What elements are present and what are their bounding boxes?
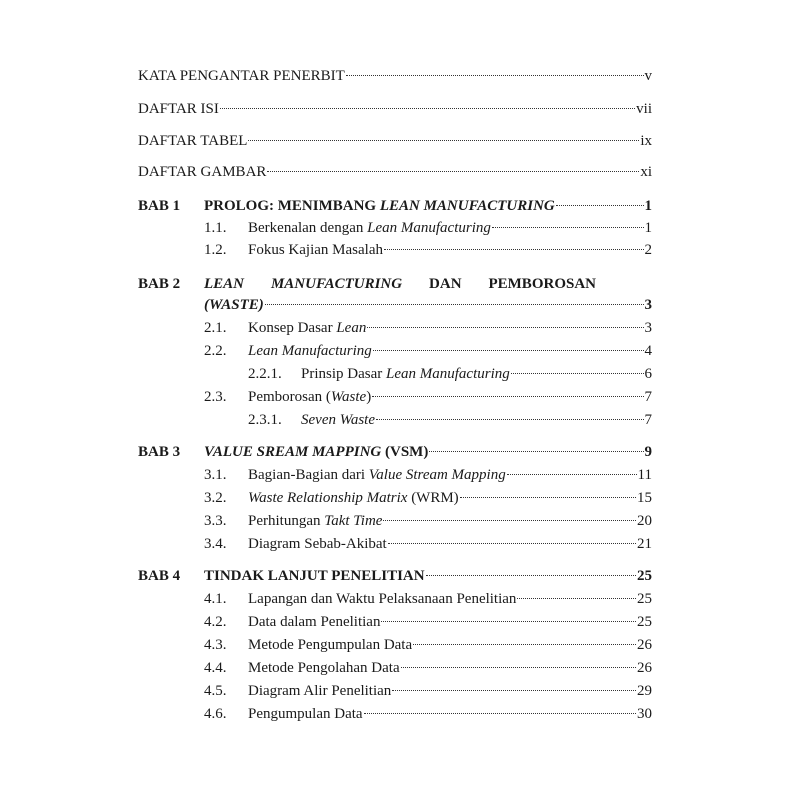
dot-leader xyxy=(383,520,636,521)
title-word: DAN xyxy=(429,276,462,292)
page-number: 4 xyxy=(644,343,652,359)
title-word: LEAN xyxy=(204,276,245,292)
chapter-title-line-2: (WASTE) xyxy=(204,297,264,313)
toc-section-1-2[interactable] xyxy=(138,242,652,264)
dot-leader xyxy=(346,75,644,76)
dot-leader xyxy=(373,350,644,351)
page-number: ix xyxy=(640,133,652,149)
section-title: Berkenalan dengan Lean Manufacturing xyxy=(248,220,491,236)
chapter-title: PROLOG: MENIMBANG LEAN MANUFACTURING xyxy=(204,198,555,214)
section-title: Prinsip Dasar Lean Manufacturing xyxy=(301,366,510,382)
dot-leader xyxy=(401,667,636,668)
dot-leader xyxy=(511,373,644,374)
page-number: 11 xyxy=(637,467,652,483)
page-number: 25 xyxy=(637,591,652,607)
dot-leader xyxy=(388,543,636,544)
chapter-number: BAB 3 xyxy=(138,444,181,460)
toc-chapter-2[interactable] xyxy=(204,297,652,319)
section-title: Lapangan dan Waktu Pelaksanaan Penelitian xyxy=(248,591,517,607)
section-title: Konsep Dasar Lean xyxy=(248,320,367,336)
toc-label: DAFTAR TABEL xyxy=(138,133,248,149)
page-number: 1 xyxy=(644,198,652,214)
page-number: 7 xyxy=(644,389,652,405)
toc-section-2-3[interactable] xyxy=(138,389,652,411)
page-number: 30 xyxy=(637,706,652,722)
toc-section-4-1[interactable] xyxy=(138,591,652,613)
chapter-title-line-1[interactable] xyxy=(204,276,596,293)
section-number: 2.1. xyxy=(204,320,227,336)
title-word: MANUFACTURING xyxy=(270,276,403,292)
section-title: Waste Relationship Matrix (WRM) xyxy=(248,490,459,506)
page-number: 26 xyxy=(637,637,652,653)
section-number: 4.6. xyxy=(204,706,227,722)
section-number: 2.2. xyxy=(204,343,227,359)
dot-leader xyxy=(460,497,636,498)
chapter-number: BAB 2 xyxy=(138,276,181,292)
page-number: 20 xyxy=(637,513,652,529)
page-number: 25 xyxy=(637,614,652,630)
section-number: 3.1. xyxy=(204,467,227,483)
section-title: Pengumpulan Data xyxy=(248,706,363,722)
dot-leader xyxy=(492,227,644,228)
page-number: 21 xyxy=(637,536,652,552)
section-number: 4.5. xyxy=(204,683,227,699)
toc-chapter-3[interactable] xyxy=(138,444,652,466)
section-number: 1.2. xyxy=(204,242,227,258)
section-number: 3.2. xyxy=(204,490,227,506)
section-number: 2.2.1. xyxy=(248,366,282,382)
page-number: 1 xyxy=(644,220,652,236)
dot-leader xyxy=(248,140,639,141)
page-number: vii xyxy=(636,101,652,117)
toc-section-3-1[interactable] xyxy=(138,467,652,489)
chapter-title: TINDAK LANJUT PENELITIAN xyxy=(204,568,425,584)
chapter-number: BAB 4 xyxy=(138,568,181,584)
section-title: Lean Manufacturing xyxy=(248,343,372,359)
toc-label: DAFTAR GAMBAR xyxy=(138,164,267,180)
toc-entry-daftar-isi[interactable] xyxy=(138,101,652,123)
section-title: Metode Pengolahan Data xyxy=(248,660,400,676)
section-title: Diagram Alir Penelitian xyxy=(248,683,392,699)
dot-leader xyxy=(367,327,643,328)
section-title: Data dalam Penelitian xyxy=(248,614,381,630)
title-word: PEMBOROSAN xyxy=(488,276,596,292)
toc-section-4-3[interactable] xyxy=(138,637,652,659)
toc-section-1-1[interactable] xyxy=(138,220,652,242)
dot-leader xyxy=(429,451,643,452)
page-number: 26 xyxy=(637,660,652,676)
section-title: Bagian-Bagian dari Value Stream Mapping xyxy=(248,467,506,483)
toc-entry-daftar-tabel[interactable] xyxy=(138,133,652,155)
page-number: 6 xyxy=(644,366,652,382)
toc-section-4-5[interactable] xyxy=(138,683,652,705)
page-number: 29 xyxy=(637,683,652,699)
dot-leader xyxy=(556,205,644,206)
dot-leader xyxy=(381,621,636,622)
dot-leader xyxy=(413,644,636,645)
section-title: Fokus Kajian Masalah xyxy=(248,242,383,258)
toc-section-4-2[interactable] xyxy=(138,614,652,636)
toc-section-4-4[interactable] xyxy=(138,660,652,682)
section-number: 3.3. xyxy=(204,513,227,529)
page-number: 3 xyxy=(644,297,652,313)
toc-section-4-6[interactable] xyxy=(138,706,652,728)
toc-label: DAFTAR ISI xyxy=(138,101,219,117)
section-number: 3.4. xyxy=(204,536,227,552)
toc-section-2-1[interactable] xyxy=(138,320,652,342)
page-number: 2 xyxy=(644,242,652,258)
page-number: xi xyxy=(640,164,652,180)
section-title: Metode Pengumpulan Data xyxy=(248,637,413,653)
dot-leader xyxy=(376,419,643,420)
section-number: 2.3. xyxy=(204,389,227,405)
chapter-number: BAB 1 xyxy=(138,198,181,214)
section-title: Diagram Sebab-Akibat xyxy=(248,536,387,552)
dot-leader xyxy=(220,108,635,109)
dot-leader xyxy=(372,396,643,397)
toc-section-2-2[interactable] xyxy=(138,343,652,365)
dot-leader xyxy=(267,171,639,172)
dot-leader xyxy=(265,304,644,305)
page-number: 3 xyxy=(644,320,652,336)
chapter-title: VALUE SREAM MAPPING (VSM) xyxy=(204,444,429,460)
dot-leader xyxy=(392,690,636,691)
section-number: 2.3.1. xyxy=(248,412,282,428)
toc-entry-kata-pengantar[interactable] xyxy=(138,68,652,90)
page-number: 15 xyxy=(637,490,652,506)
section-number: 4.1. xyxy=(204,591,227,607)
page-number: 7 xyxy=(644,412,652,428)
toc-chapter-4[interactable] xyxy=(138,568,652,590)
page-number: v xyxy=(644,68,652,84)
dot-leader xyxy=(426,575,636,576)
section-number: 4.4. xyxy=(204,660,227,676)
toc-section-3-3[interactable] xyxy=(138,513,652,535)
toc-entry-daftar-gambar[interactable] xyxy=(138,164,652,186)
toc-label: KATA PENGANTAR PENERBIT xyxy=(138,68,345,84)
dot-leader xyxy=(507,474,637,475)
dot-leader xyxy=(384,249,644,250)
section-number: 4.2. xyxy=(204,614,227,630)
toc-chapter-1[interactable] xyxy=(138,198,652,220)
toc-subsection-2-3-1[interactable] xyxy=(138,412,652,434)
section-number: 4.3. xyxy=(204,637,227,653)
dot-leader xyxy=(364,713,636,714)
toc-section-3-4[interactable] xyxy=(138,536,652,558)
section-title: Pemborosan (Waste) xyxy=(248,389,372,405)
section-number: 1.1. xyxy=(204,220,227,236)
toc-section-3-2[interactable] xyxy=(138,490,652,512)
dot-leader xyxy=(517,598,636,599)
page-number: 9 xyxy=(644,444,652,460)
page-number: 25 xyxy=(637,568,652,584)
toc-subsection-2-2-1[interactable] xyxy=(138,366,652,388)
section-title: Seven Waste xyxy=(301,412,376,428)
section-title: Perhitungan Takt Time xyxy=(248,513,383,529)
